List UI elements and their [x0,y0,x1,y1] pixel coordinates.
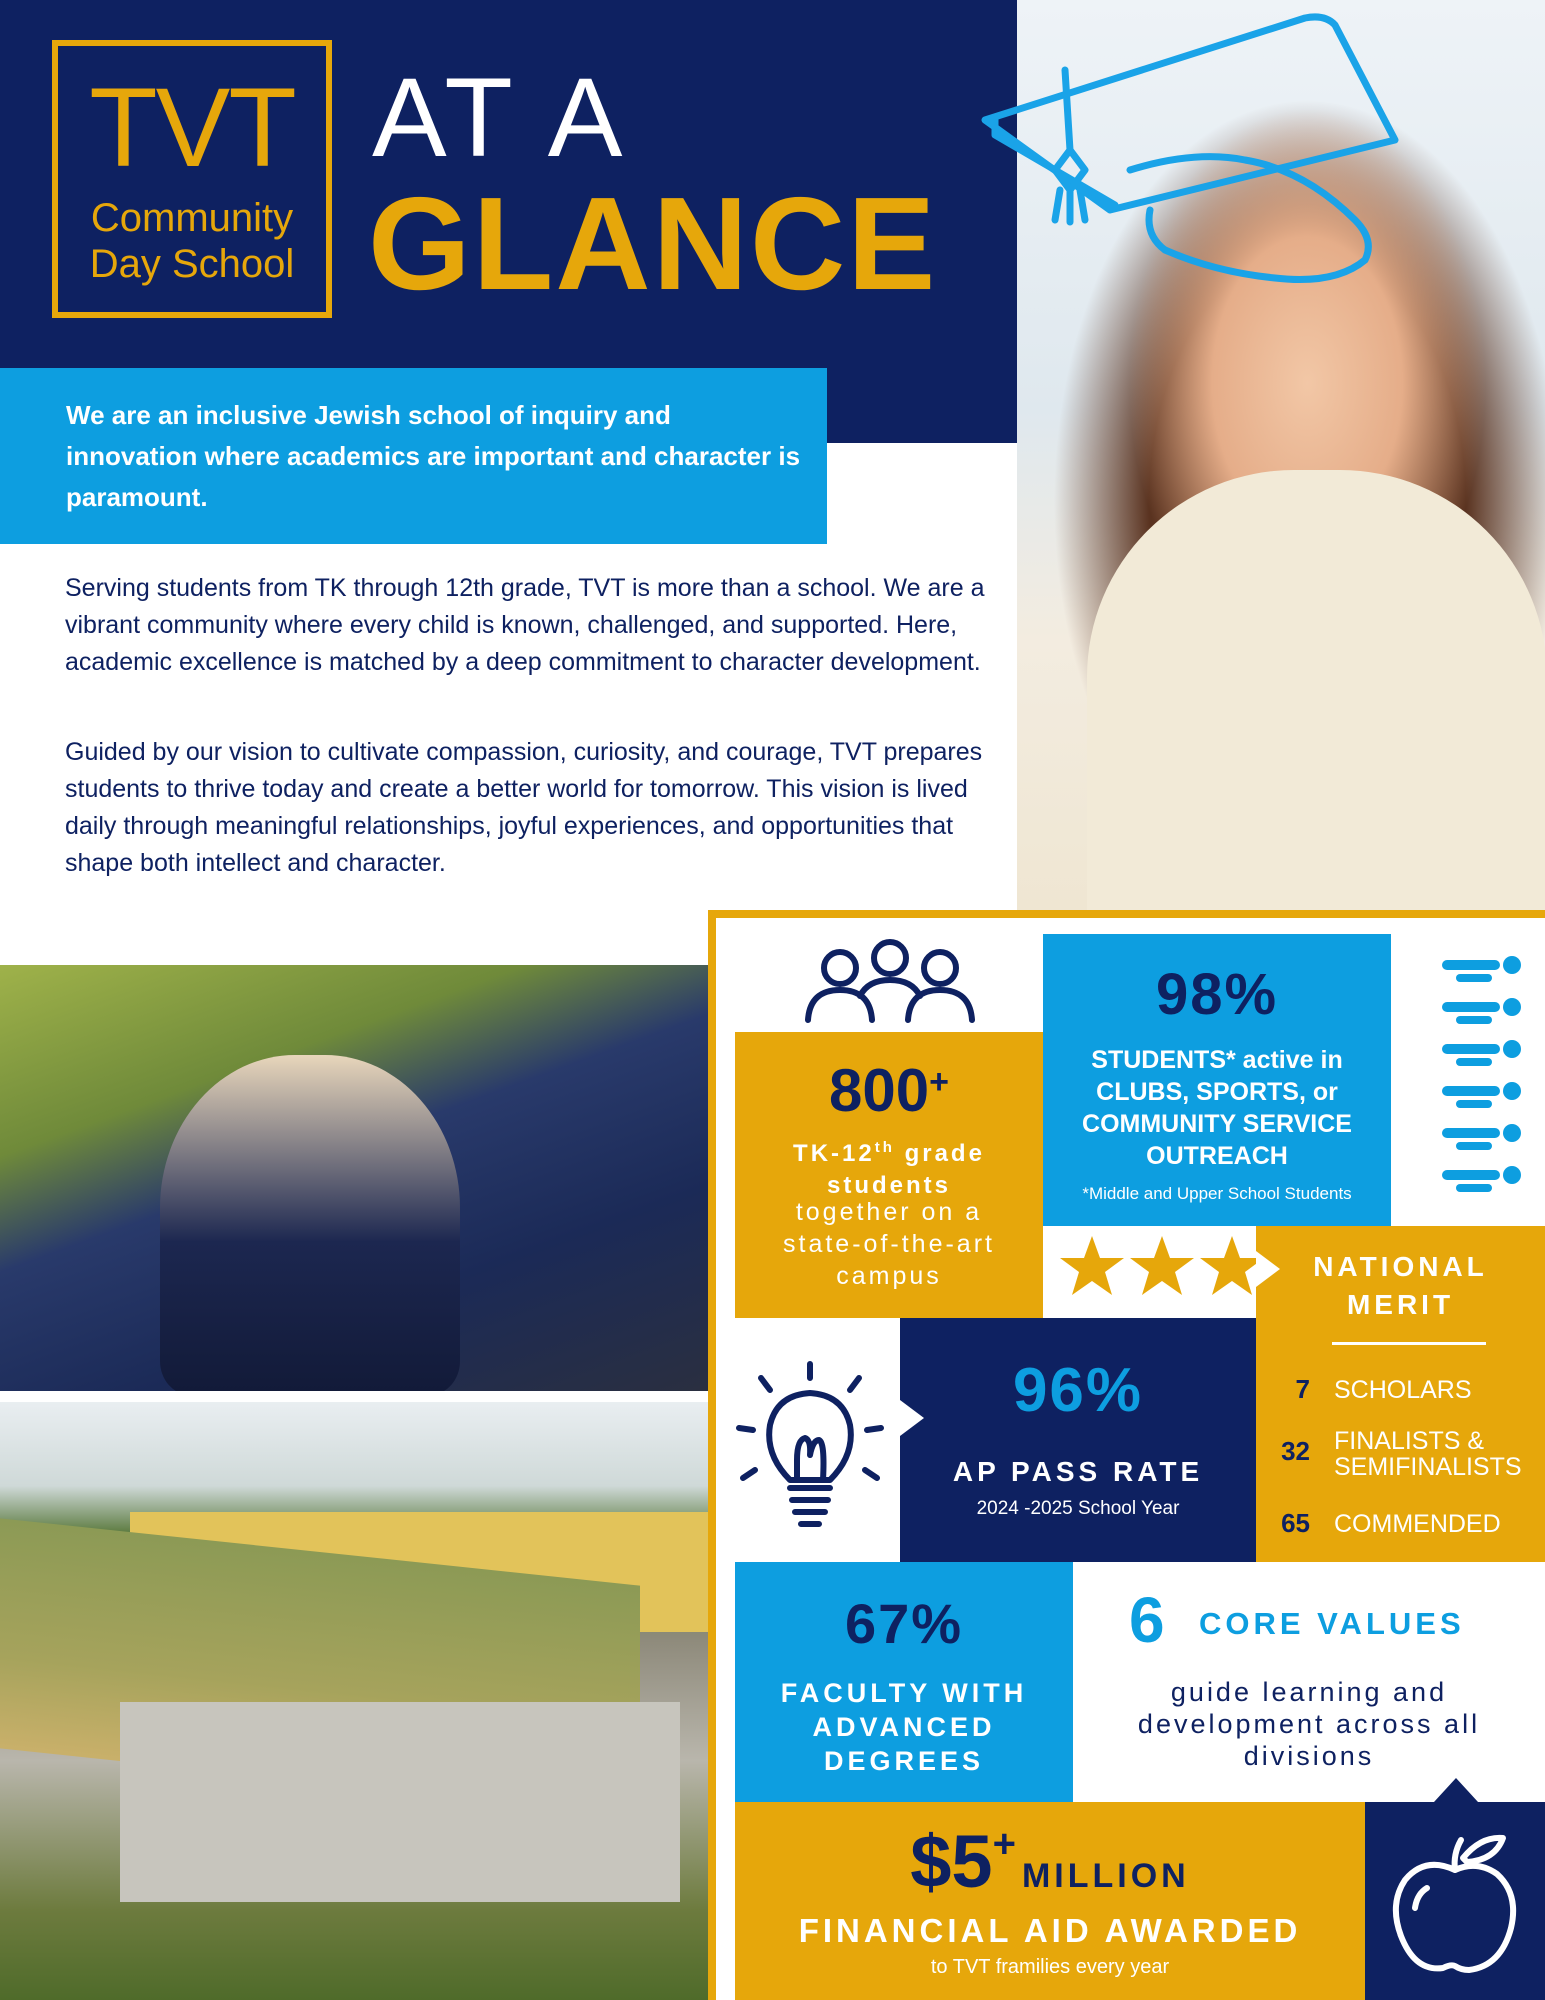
aid-number: $5 [910,1820,993,1903]
stat-activities-footnote: *Middle and Upper School Students [1082,1184,1352,1203]
stat-students-description: together on a state-of-the-art campus [783,1198,995,1290]
stat-aid-sublabel: to TVT framilies every year [930,1956,1170,1978]
photo-detail-concrete-wall [120,1702,680,1902]
page-title-line-2: GLANCE [368,170,938,317]
stat-activities-number: 98% [1155,962,1279,1027]
stat-students-label [735,1132,1043,1202]
stat-national-merit-card [1256,1226,1545,1562]
pointer-arrow [1434,1778,1478,1802]
graduation-cap-icon [975,10,1535,310]
photo-detail-sweater [1087,470,1545,912]
pointer-arrow [1397,1060,1419,1100]
lightbulb-icon [735,1360,885,1540]
intro-paragraph-1: Serving students from TK through 12th grade, TVT is more than a school. We are a vibrant community where every child is known, challenged, and supported. Here, academic excellence is matched by a deep commitment to character development. [65,574,985,676]
stat-ap-number: 96% [1012,1356,1144,1425]
stat-ap-sublabel: 2024 -2025 School Year [976,1498,1180,1519]
stat-faculty-number: 67% [844,1592,964,1655]
logo-line-2: Day School [89,242,295,286]
students-count: 800 [829,1057,930,1124]
students-label-prefix: TK-12 [793,1140,875,1167]
students-label-line2: students [826,1172,951,1199]
merit-label-scholars: SCHOLARS [1334,1376,1472,1404]
logo-line-1: Community [90,196,294,240]
stat-core-values-label: CORE VALUES [1199,1606,1465,1641]
stat-students-card [735,1032,1043,1318]
stat-core-values-card [1073,1570,1545,1802]
students-plus: + [929,1063,949,1101]
merit-count-commended: 65 [1281,1508,1310,1538]
pointer-arrow [1256,1251,1280,1287]
apple-icon [1385,1828,1525,1978]
mission-statement: We are an inclusive Jewish school of inquiry and innovation where academics are important and character is paramount. [0,368,827,544]
student-figures-icon [1436,952,1528,1212]
stat-ap-card [900,1318,1256,1562]
merit-count-scholars: 7 [1295,1374,1310,1404]
apple-panel [1365,1802,1545,2000]
stat-activities-card [1043,934,1391,1226]
aid-plus: + [992,1822,1016,1866]
aid-unit: MILLION [1021,1857,1190,1895]
merit-label-finalists: FINALISTS & SEMIFINALISTS [1334,1427,1522,1481]
stat-activities-label: STUDENTS* active in CLUBS, SPORTS, or COMMUNITY SERVICE OUTREACH [1082,1046,1352,1170]
intro-paragraph-2: Guided by our vision to cultivate compassion, curiosity, and courage, TVT prepares students to thrive today and create a better world for tomorrow. This vision is lived daily through meaningful relationships, joyful experiences, and opportunities that shape both intellect and character. [65,738,983,877]
stat-faculty-card [735,1562,1073,1802]
students-label-sup: th [874,1139,895,1156]
stat-students-number [735,1052,1043,1124]
national-merit-divider [1332,1342,1486,1345]
logo-name: TVT [89,65,295,190]
star-icon [1060,1232,1280,1302]
people-group-icon [800,936,980,1026]
stat-core-values-number: 6 [1129,1584,1165,1656]
stat-core-values-description: guide learning and development across all divisions [1137,1677,1481,1771]
stat-aid-label: FINANCIAL AID AWARDED [798,1912,1302,1949]
pointer-arrow [900,1400,924,1436]
school-logo [52,40,332,318]
stat-financial-aid-card [735,1802,1365,2000]
stat-faculty-label: FACULTY WITH ADVANCED DEGREES [780,1678,1028,1776]
photo-campus-green-roof [0,1402,708,2000]
merit-label-commended: COMMENDED [1334,1510,1501,1538]
photo-graduation-hug [0,965,708,1391]
page-title-line-1: AT A [372,55,629,180]
stat-ap-label: AP PASS RATE [952,1456,1204,1487]
national-merit-title: NATIONAL MERIT [1313,1251,1488,1320]
photo-detail-graduates [160,1055,460,1391]
students-label-suffix: grade [894,1140,985,1167]
merit-count-finalists: 32 [1281,1436,1310,1466]
stat-aid-amount [735,1820,1365,1903]
